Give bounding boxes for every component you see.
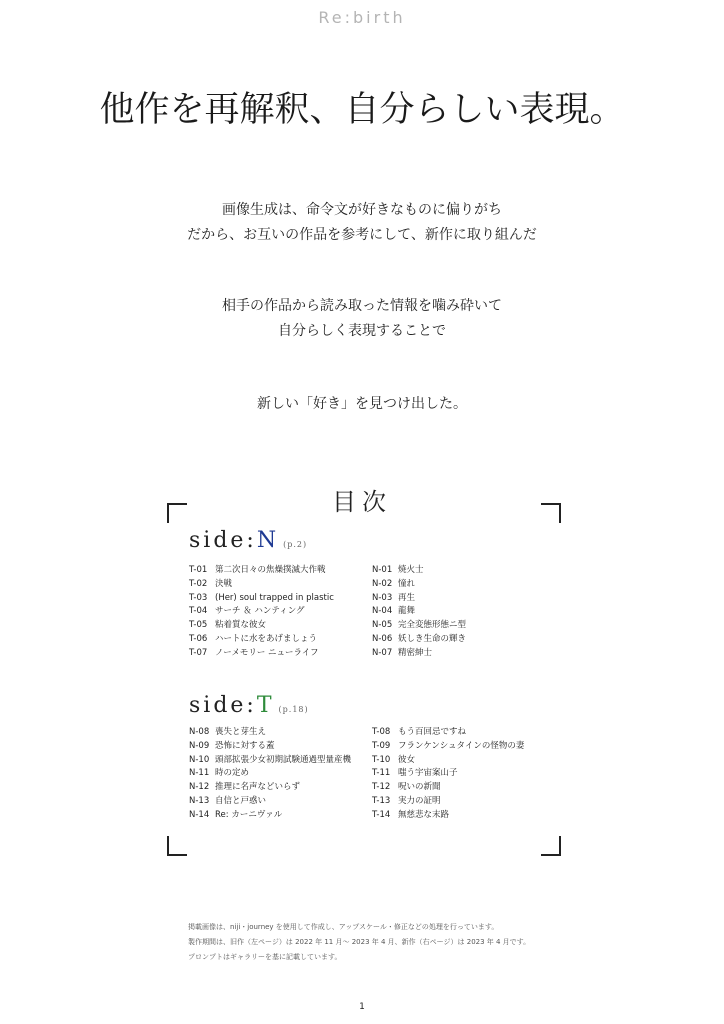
toc-code: N-13 (189, 795, 210, 806)
toc-code: N-01 (372, 565, 393, 575)
toc-entry-title: 焼火士 (398, 565, 424, 575)
toc-code: N-03 (372, 592, 393, 603)
footnote-line: 製作期間は、旧作（左ページ）は 2022 年 11 月〜 2023 年 4 月、新作（右ページ）は 2023 年 4 月です。 (188, 938, 531, 946)
side-n-page: (p.2) (283, 540, 308, 549)
toc-entry[interactable] (189, 767, 351, 781)
toc-entry-title: 実力の証明 (398, 795, 441, 806)
toc-code: T-06 (189, 633, 208, 644)
toc-entry-title: 喪失と芽生え (215, 727, 267, 737)
corner-bottom-right (541, 836, 561, 856)
toc-code: T-13 (372, 795, 391, 806)
toc-entry[interactable] (372, 767, 524, 781)
toc-entry[interactable] (372, 781, 524, 795)
toc-code: N-05 (372, 620, 393, 631)
side-t-letter: T (256, 693, 275, 718)
headline: 他作を再解釈、自分らしい表現。 (99, 90, 625, 130)
toc-code: T-04 (189, 606, 208, 617)
intro-line: だから、お互いの作品を参考にして、新作に取り組んだ (187, 227, 537, 243)
toc-code: N-10 (189, 754, 210, 765)
side-t-left-list (189, 726, 351, 823)
toc-entry-title: 恐怖に対する蓋 (215, 740, 275, 751)
toc-entry-title: 彼女 (398, 754, 416, 765)
side-n-letter: N (256, 528, 280, 553)
toc-code: T-09 (372, 740, 391, 751)
intro-line: 相手の作品から読み取った情報を噛み砕いて (222, 298, 502, 314)
toc-entry[interactable] (372, 633, 466, 647)
toc-entry[interactable] (372, 564, 466, 578)
toc-entry[interactable] (372, 578, 466, 592)
toc-code: N-11 (189, 768, 210, 779)
toc-entry-title: 自信と戸惑い (215, 795, 267, 806)
toc-title: 目次 (332, 488, 392, 516)
toc-code: N-12 (189, 782, 210, 793)
toc-entry[interactable] (372, 619, 466, 633)
corner-bottom-left (167, 836, 187, 856)
toc-entry-title: 再生 (398, 592, 416, 603)
toc-entry-title: 推理に名声などいらず (215, 782, 301, 793)
toc-entry-title: 妖しき生命の輝き (398, 633, 467, 644)
toc-code: N-06 (372, 633, 393, 644)
toc-code: T-14 (372, 809, 391, 820)
intro-paragraph-3 (0, 392, 724, 417)
toc-code: T-01 (189, 565, 208, 575)
toc-entry[interactable] (189, 592, 334, 606)
footnote-line: 掲載画像は、niji・journey を使用して作成し、アップスケール・修正などの処理を行っています。 (188, 923, 499, 931)
toc-entry[interactable] (372, 647, 466, 661)
toc-entry[interactable] (372, 605, 466, 619)
toc-entry-title: 無慈悲な末路 (398, 809, 450, 820)
toc-entry[interactable] (189, 633, 334, 647)
toc-entry-title: もう百回忌ですね (398, 727, 467, 737)
toc-code: T-12 (372, 782, 391, 793)
intro-line: 画像生成は、命令文が好きなものに偏りがち (222, 202, 502, 218)
toc-entry[interactable] (189, 578, 334, 592)
toc-code: T-03 (189, 592, 208, 603)
toc-code: T-02 (189, 578, 208, 589)
side-n-heading (189, 528, 307, 553)
header-title: Re:birth (318, 8, 406, 27)
toc-entry[interactable] (189, 781, 351, 795)
intro-line: 新しい「好き」を見つけ出した。 (257, 396, 467, 412)
toc-entry[interactable] (372, 726, 524, 740)
page-number: 1 (359, 1002, 365, 1012)
corner-top-left (167, 503, 187, 523)
side-n-right-list (372, 564, 466, 661)
toc-entry-title: 粘着質な彼女 (215, 620, 267, 631)
toc-entry-title: ノーメモリー ニューライフ (215, 647, 319, 658)
intro-line: 自分らしく表現することで (278, 323, 446, 339)
side-t-page: (p.18) (278, 705, 309, 714)
toc-entry[interactable] (189, 619, 334, 633)
toc-code: N-02 (372, 578, 393, 589)
side-t-heading (189, 693, 309, 718)
toc-entry-title: 精密紳士 (398, 647, 433, 658)
toc-entry[interactable] (189, 795, 351, 809)
toc-entry-title: 時の定め (215, 768, 250, 779)
toc-code: N-09 (189, 740, 210, 751)
toc-entry-title: 完全変態形態ニ型 (398, 620, 467, 631)
intro-paragraph-1 (0, 198, 724, 248)
toc-entry[interactable] (189, 726, 351, 740)
toc-entry[interactable] (372, 754, 524, 768)
toc-entry-title: フランケンシュタインの怪物の妻 (398, 740, 525, 751)
toc-code: T-10 (372, 754, 391, 765)
toc-code: N-08 (189, 727, 210, 737)
toc-entry[interactable] (372, 809, 524, 823)
side-n-left-list (189, 564, 334, 661)
footnotes (188, 920, 530, 965)
intro-paragraph-2 (0, 294, 724, 344)
toc-code: T-05 (189, 620, 208, 631)
toc-code: N-14 (189, 809, 210, 820)
toc-entry-title: サーチ ＆ ハンティング (215, 606, 305, 617)
toc-entry-title: (Her) soul trapped in plastic (215, 592, 334, 603)
toc-code: T-07 (189, 647, 208, 658)
toc-code: T-08 (372, 727, 391, 737)
toc-entry-title: ハートに水をあげましょう (215, 633, 318, 644)
toc-entry[interactable] (189, 754, 351, 768)
toc-entry[interactable] (372, 740, 524, 754)
toc-code: N-04 (372, 606, 393, 617)
side-t-prefix: side: (189, 693, 257, 718)
toc-entry[interactable] (189, 647, 334, 661)
side-n-prefix: side: (189, 528, 257, 553)
toc-entry[interactable] (189, 809, 351, 823)
toc-entry[interactable] (372, 795, 524, 809)
toc-entry-title: 呪いの新聞 (398, 782, 441, 793)
corner-top-right (541, 503, 561, 523)
toc-entry-title: 龍舞 (398, 606, 416, 617)
footnote-line: プロンプトはギャラリーを基に記載しています。 (188, 953, 342, 961)
toc-entry[interactable] (189, 605, 334, 619)
toc-code: T-11 (372, 768, 391, 779)
toc-entry-title: 嗤う宇宙案山子 (398, 768, 458, 779)
toc-entry[interactable] (372, 592, 466, 606)
side-t-right-list (372, 726, 524, 823)
toc-entry-title: 憧れ (398, 578, 416, 589)
toc-entry-title: 決戦 (215, 578, 233, 589)
toc-entry[interactable] (189, 564, 334, 578)
toc-entry[interactable] (189, 740, 351, 754)
toc-entry-title: 頭部拡張少女初期試験通過型量産機 (215, 754, 352, 765)
toc-entry-title: Re: カーニヴァル (215, 809, 283, 820)
toc-entry-title: 第二次日々の焦燥撲滅大作戦 (215, 565, 326, 575)
toc-code: N-07 (372, 647, 393, 658)
